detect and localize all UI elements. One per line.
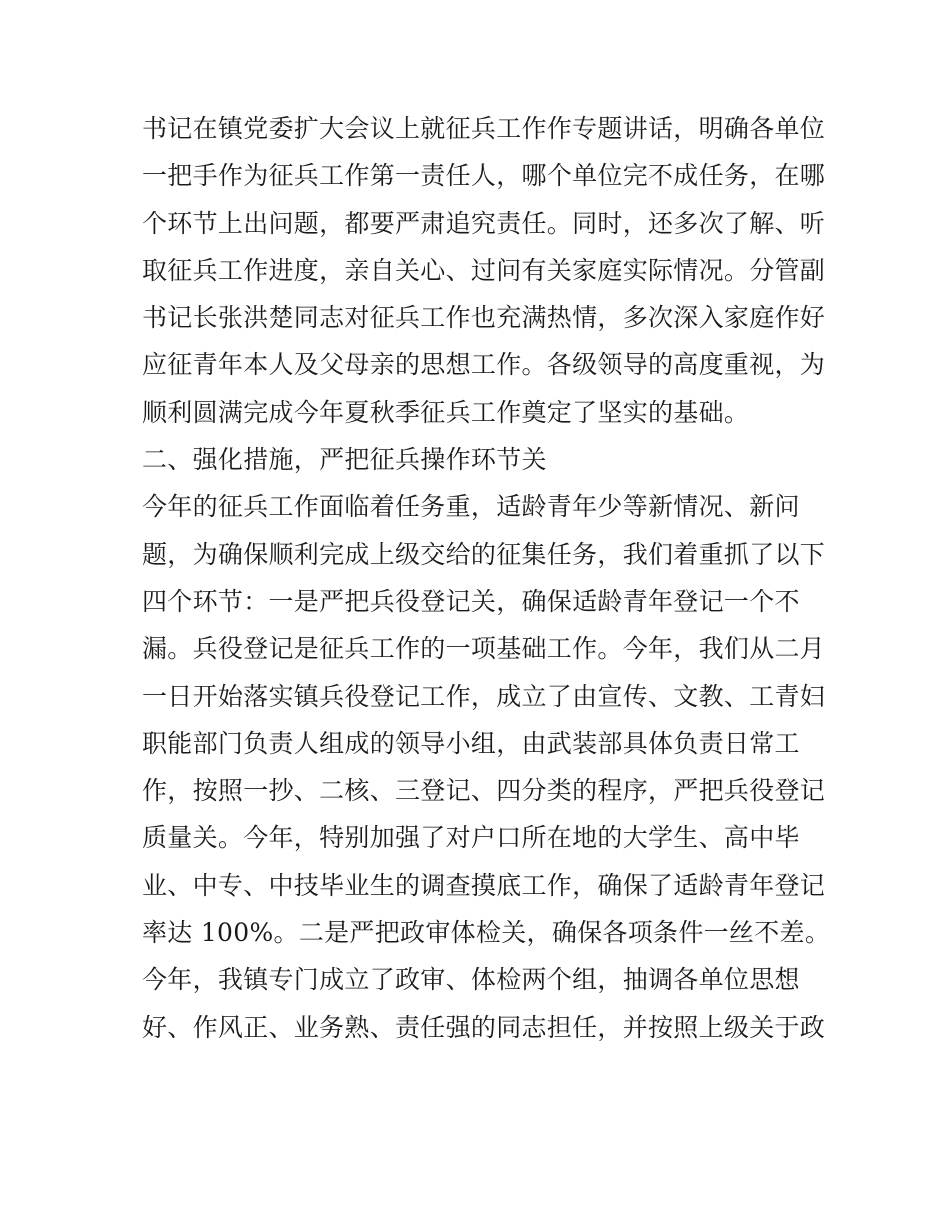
text-line: 业、中专、中技毕业生的调查摸底工作，确保了适龄青年登记 [142, 870, 826, 900]
text-line: 取征兵工作进度，亲自关心、过问有关家庭实际情况。分管副 [142, 255, 826, 285]
text-line: 书记长张洪楚同志对征兵工作也充满热情，多次深入家庭作好 [142, 303, 826, 333]
text-line: 今年，我镇专门成立了政审、体检两个组，抽调各单位思想 [142, 965, 800, 995]
text-line: 四个环节：一是严把兵役登记关，确保适龄青年登记一个不 [142, 586, 800, 616]
text-line: 书记在镇党委扩大会议上就征兵工作作专题讲话，明确各单位 [142, 114, 826, 143]
body-text [142, 105, 831, 1051]
text-line: 题，为确保顺利完成上级交给的征集任务，我们着重抓了以下 [142, 539, 826, 569]
text-line: 一把手作为征兵工作第一责任人，哪个单位完不成任务，在哪 [142, 161, 826, 191]
text-line: 今年的征兵工作面临着任务重，适龄青年少等新情况、新问 [142, 492, 800, 522]
text-line: 漏。兵役登记是征兵工作的一项基础工作。今年，我们从二月 [142, 634, 826, 664]
text-line: 个环节上出问题，都要严肃追究责任。同时，还多次了解、听 [142, 208, 826, 238]
text-line: 顺利圆满完成今年夏秋季征兵工作奠定了坚实的基础。 [142, 397, 750, 427]
section-heading: 二、强化措施，严把征兵操作环节关 [142, 445, 547, 475]
text-line: 作，按照一抄、二核、三登记、四分类的程序，严把兵役登记 [142, 776, 826, 806]
text-line: 应征青年本人及父母亲的思想工作。各级领导的高度重视，为 [142, 350, 826, 380]
text-line: 一日开始落实镇兵役登记工作，成立了由宣传、文教、工青妇 [142, 681, 826, 711]
text-line: 好、作风正、业务熟、责任强的同志担任，并按照上级关于政 [142, 1012, 826, 1042]
text-line: 质量关。今年，特别加强了对户口所在地的大学生、高中毕 [142, 823, 800, 853]
text-line: 职能部门负责人组成的领导小组，由武装部具体负责日常工 [142, 728, 800, 758]
text-line: 率达 100%。二是严把政审体检关，确保各项条件一丝不差。 [142, 918, 831, 948]
